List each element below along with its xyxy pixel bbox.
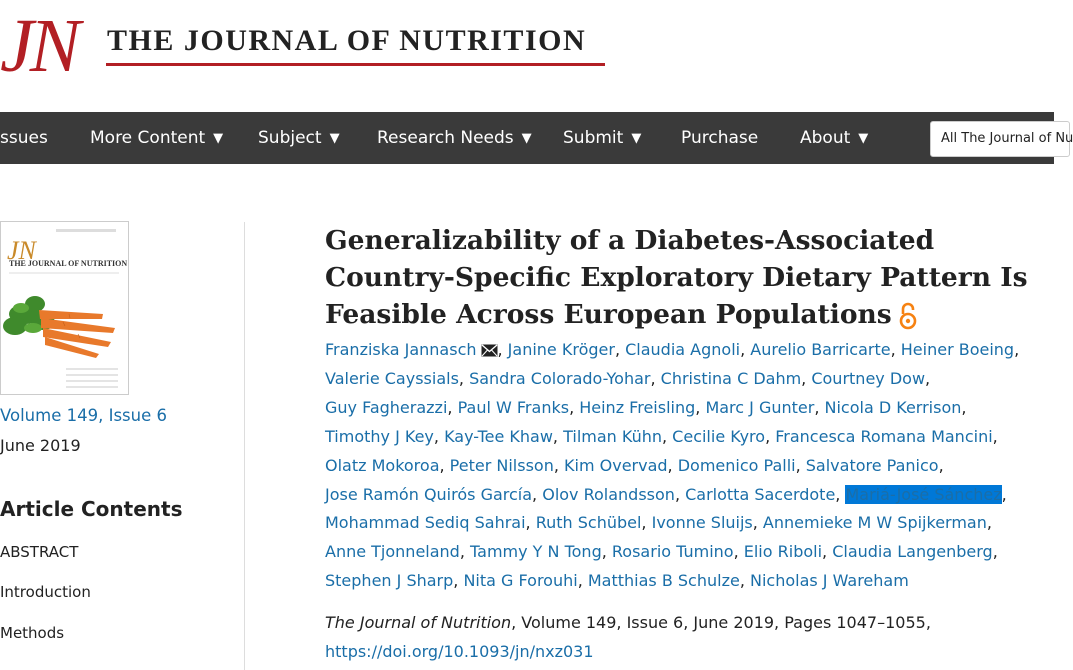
author-separator: , <box>795 455 806 475</box>
article-contents-heading: Article Contents <box>0 497 183 521</box>
author-separator: , <box>992 426 998 446</box>
author-separator: , <box>674 484 686 504</box>
nav-item-issues[interactable]: ssues <box>0 128 48 148</box>
author-separator: , <box>641 513 652 533</box>
author-separator: , <box>532 484 543 504</box>
citation <box>325 608 1045 666</box>
author-separator: , <box>961 397 967 417</box>
journal-logo-mark[interactable]: JN <box>0 4 77 88</box>
author-separator: , <box>525 513 536 533</box>
toc-item-methods[interactable]: Methods <box>0 624 65 642</box>
author-separator: , <box>553 455 565 475</box>
author-link[interactable]: Cecilie Kyro <box>672 426 766 446</box>
author-link[interactable]: Olov Rolandsson <box>542 484 675 504</box>
author-link[interactable]: Ruth Schübel <box>535 513 642 533</box>
author-separator: , <box>1001 484 1007 504</box>
carrots-illustration <box>3 284 123 364</box>
author-link[interactable]: Christina C Dahm <box>660 368 802 388</box>
issue-date: June 2019 <box>0 436 81 455</box>
author-separator: , <box>765 426 776 446</box>
toc-item-introduction[interactable]: Introduction <box>0 583 91 601</box>
author-separator: , <box>650 368 661 388</box>
author-separator: , <box>459 542 471 562</box>
toc-item-abstract[interactable]: ABSTRACT <box>0 543 79 561</box>
nav-item-about[interactable]: About ▼ <box>800 128 869 148</box>
author-link[interactable]: Valerie Cayssials <box>325 368 459 388</box>
author-link[interactable]: Paul W Franks <box>457 397 570 417</box>
cover-title: THE JOURNAL OF NUTRITION <box>9 259 128 268</box>
author-separator: , <box>453 571 464 591</box>
author-link[interactable]: Mariá-José Sánchez <box>845 484 1002 504</box>
author-link[interactable]: Mohammad Sediq Sahrai <box>325 513 526 533</box>
author-separator: , <box>752 513 763 533</box>
author-link[interactable]: Franziska Jannasch <box>325 340 477 359</box>
chevron-down-icon: ▼ <box>213 131 224 146</box>
main-nav <box>0 112 1073 164</box>
author-link[interactable]: Peter Nilsson <box>449 455 554 475</box>
site-header <box>0 0 1054 112</box>
author-link[interactable]: Elio Riboli <box>743 542 823 562</box>
nav-item-more-content[interactable]: More Content ▼ <box>90 128 224 148</box>
author-separator: , <box>667 455 678 475</box>
chevron-down-icon: ▼ <box>521 131 532 146</box>
author-link[interactable]: Heiner Boeing <box>900 340 1015 359</box>
author-link[interactable]: Salvatore Panico <box>805 455 939 475</box>
author-link[interactable]: Nicola D Kerrison <box>824 397 962 417</box>
author-link[interactable]: Carlotta Sacerdote <box>685 484 836 504</box>
chevron-down-icon: ▼ <box>631 131 642 146</box>
chevron-down-icon: ▼ <box>329 131 340 146</box>
author-link[interactable]: Timothy J Key <box>325 426 434 446</box>
author-separator: , <box>822 542 833 562</box>
nav-item-research-needs[interactable]: Research Needs ▼ <box>377 128 532 148</box>
author-separator: , <box>433 426 445 446</box>
author-separator: , <box>986 513 992 533</box>
author-link[interactable]: Kim Overvad <box>564 455 668 475</box>
column-divider <box>244 222 245 670</box>
nav-item-purchase[interactable]: Purchase <box>681 128 759 148</box>
author-separator: , <box>447 397 458 417</box>
author-separator: , <box>890 340 901 359</box>
author-separator: , <box>614 340 626 359</box>
author-list <box>325 336 1045 596</box>
author-link[interactable]: Rosario Tumino <box>611 542 734 562</box>
author-separator: , <box>733 542 744 562</box>
author-link[interactable]: Tammy Y N Tong <box>470 542 602 562</box>
author-separator: , <box>938 455 944 475</box>
author-separator: , <box>569 397 580 417</box>
author-separator: , <box>695 397 706 417</box>
logo-underline <box>106 63 605 66</box>
author-separator: , <box>497 340 508 359</box>
author-link[interactable]: Olatz Mokoroa <box>325 455 440 475</box>
author-link[interactable]: Heinz Freisling <box>579 397 696 417</box>
article-title: Generalizability of a Diabetes-Associated Country-Specific Exploratory Dietary Pattern Is Feasible Across European Populations <box>325 225 1028 330</box>
author-separator: , <box>925 368 931 388</box>
author-link[interactable]: Aurelio Barricarte <box>750 340 891 359</box>
author-link[interactable]: Ivonne Sluijs <box>651 513 753 533</box>
author-link[interactable]: Sandra Colorado-Yohar <box>469 368 651 388</box>
author-link[interactable]: Nicholas J Wareham <box>749 571 909 591</box>
author-separator: , <box>814 397 825 417</box>
author-separator: , <box>801 368 812 388</box>
chevron-down-icon: ▼ <box>858 131 869 146</box>
author-separator: , <box>662 426 673 446</box>
author-link[interactable]: Kay-Tee Khaw <box>444 426 553 446</box>
search-scope-select[interactable]: All The Journal of Nu <box>930 121 1070 157</box>
citation-details: , Volume 149, Issue 6, June 2019, Pages 1047–1055, <box>511 613 931 632</box>
issue-link[interactable]: Volume 149, Issue 6 <box>0 406 168 425</box>
author-separator: , <box>1014 340 1020 359</box>
author-link[interactable]: Jose Ramón Quirós García <box>325 484 533 504</box>
author-link[interactable]: Claudia Agnoli <box>625 340 741 359</box>
author-separator: , <box>835 484 846 504</box>
author-link[interactable]: Stephen J Sharp <box>325 571 454 591</box>
author-separator: , <box>552 426 564 446</box>
author-link[interactable]: Janine Kröger <box>507 340 615 359</box>
author-separator: , <box>439 455 450 475</box>
cover-logo-mark: JN <box>7 236 36 265</box>
author-separator: , <box>601 542 612 562</box>
issue-cover-image[interactable] <box>0 221 129 395</box>
author-separator: , <box>740 340 751 359</box>
envelope-icon[interactable] <box>481 344 498 357</box>
author-link[interactable]: Nita G Forouhi <box>463 571 578 591</box>
author-link[interactable]: Anne Tjonneland <box>325 542 460 562</box>
author-link[interactable]: Guy Fagherazzi <box>325 397 448 417</box>
author-separator: , <box>458 368 470 388</box>
author-link[interactable]: Domenico Palli <box>677 455 796 475</box>
author-link[interactable]: Tilman Kühn <box>563 426 662 446</box>
author-separator: , <box>577 571 588 591</box>
author-link[interactable]: Francesca Romana Mancini <box>775 426 993 446</box>
nav-item-submit[interactable]: Submit ▼ <box>563 128 642 148</box>
author-link[interactable]: Courtney Dow <box>811 368 926 388</box>
doi-link[interactable]: https://doi.org/10.1093/jn/nxz031 <box>325 642 594 661</box>
author-separator: , <box>739 571 750 591</box>
author-link[interactable]: Marc J Gunter <box>705 397 815 417</box>
author-link[interactable]: Matthias B Schulze <box>587 571 740 591</box>
open-access-lock-icon <box>898 302 918 330</box>
author-link[interactable]: Annemieke M W Spijkerman <box>762 513 987 533</box>
citation-journal: The Journal of Nutrition <box>325 613 512 632</box>
author-separator: , <box>992 542 998 562</box>
journal-site-title[interactable]: THE JOURNAL OF NUTRITION <box>107 24 587 57</box>
author-link[interactable]: Claudia Langenberg <box>832 542 993 562</box>
nav-item-subject[interactable]: Subject ▼ <box>258 128 340 148</box>
